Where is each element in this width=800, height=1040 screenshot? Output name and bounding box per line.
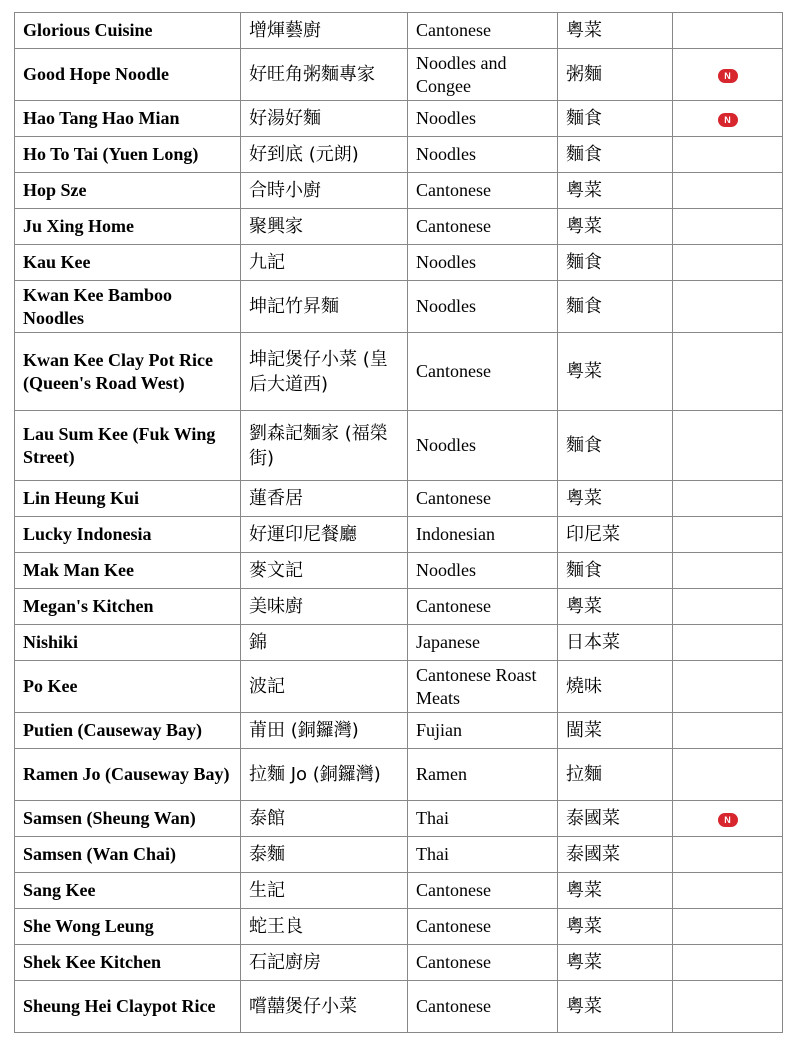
cuisine-chinese: 麵食 [558, 101, 673, 137]
badge-cell [673, 49, 783, 101]
badge-cell [673, 209, 783, 245]
badge-cell [673, 553, 783, 589]
badge-cell [673, 625, 783, 661]
restaurant-name: Mak Man Kee [15, 553, 241, 589]
chinese-name: 增煇藝廚 [241, 13, 408, 49]
restaurant-name: Nishiki [15, 625, 241, 661]
chinese-name: 蛇王良 [241, 909, 408, 945]
chinese-name: 拉麵 Jo (銅鑼灣) [241, 749, 408, 801]
table-row [15, 245, 783, 281]
cuisine-chinese: 麵食 [558, 553, 673, 589]
cuisine: Cantonese [408, 981, 558, 1033]
chinese-name: 莆田 (銅鑼灣) [241, 713, 408, 749]
table-row [15, 517, 783, 553]
badge-cell [673, 801, 783, 837]
badge-cell [673, 945, 783, 981]
chinese-name: 嚐囍煲仔小菜 [241, 981, 408, 1033]
badge-cell [673, 245, 783, 281]
chinese-name: 泰館 [241, 801, 408, 837]
table-row [15, 873, 783, 909]
table-row [15, 173, 783, 209]
cuisine: Cantonese Roast Meats [408, 661, 558, 713]
badge-cell [673, 173, 783, 209]
new-badge-icon: N [718, 813, 738, 827]
table-row [15, 49, 783, 101]
table-row [15, 209, 783, 245]
cuisine-chinese: 泰國菜 [558, 801, 673, 837]
badge-cell [673, 137, 783, 173]
cuisine-chinese: 粵菜 [558, 589, 673, 625]
restaurant-name: Kwan Kee Bamboo Noodles [15, 281, 241, 333]
cuisine: Noodles [408, 281, 558, 333]
chinese-name: 石記廚房 [241, 945, 408, 981]
cuisine: Fujian [408, 713, 558, 749]
table-row [15, 333, 783, 411]
cuisine-chinese: 粵菜 [558, 481, 673, 517]
table-row [15, 281, 783, 333]
cuisine-chinese: 粥麵 [558, 49, 673, 101]
cuisine: Cantonese [408, 909, 558, 945]
chinese-name: 坤記煲仔小菜 (皇后大道西) [241, 333, 408, 411]
cuisine: Noodles [408, 411, 558, 481]
cuisine-chinese: 粵菜 [558, 13, 673, 49]
restaurant-name: Po Kee [15, 661, 241, 713]
restaurant-name: Ho To Tai (Yuen Long) [15, 137, 241, 173]
restaurant-name: Glorious Cuisine [15, 13, 241, 49]
badge-cell [673, 101, 783, 137]
table-row [15, 909, 783, 945]
cuisine: Cantonese [408, 481, 558, 517]
badge-cell [673, 333, 783, 411]
cuisine-chinese: 麵食 [558, 137, 673, 173]
cuisine: Noodles [408, 101, 558, 137]
cuisine: Cantonese [408, 589, 558, 625]
badge-cell [673, 909, 783, 945]
cuisine: Thai [408, 837, 558, 873]
badge-cell [673, 749, 783, 801]
cuisine-chinese: 粵菜 [558, 173, 673, 209]
chinese-name: 波記 [241, 661, 408, 713]
restaurant-name: Lin Heung Kui [15, 481, 241, 517]
cuisine-chinese: 燒味 [558, 661, 673, 713]
cuisine-chinese: 印尼菜 [558, 517, 673, 553]
chinese-name: 聚興家 [241, 209, 408, 245]
restaurant-table-body [15, 13, 783, 1033]
chinese-name: 美味廚 [241, 589, 408, 625]
cuisine-chinese: 日本菜 [558, 625, 673, 661]
table-row [15, 837, 783, 873]
cuisine: Noodles [408, 553, 558, 589]
cuisine-chinese: 粵菜 [558, 333, 673, 411]
table-row [15, 749, 783, 801]
restaurant-name: Kwan Kee Clay Pot Rice (Queen's Road West) [15, 333, 241, 411]
restaurant-name: Hop Sze [15, 173, 241, 209]
cuisine: Cantonese [408, 173, 558, 209]
cuisine-chinese: 麵食 [558, 411, 673, 481]
restaurant-name: Samsen (Sheung Wan) [15, 801, 241, 837]
table-row [15, 801, 783, 837]
restaurant-name: She Wong Leung [15, 909, 241, 945]
table-row [15, 661, 783, 713]
table-row [15, 101, 783, 137]
cuisine: Japanese [408, 625, 558, 661]
cuisine: Cantonese [408, 945, 558, 981]
cuisine-chinese: 麵食 [558, 245, 673, 281]
badge-cell [673, 981, 783, 1033]
cuisine-chinese: 粵菜 [558, 209, 673, 245]
restaurant-name: Samsen (Wan Chai) [15, 837, 241, 873]
table-row [15, 13, 783, 49]
badge-cell [673, 411, 783, 481]
restaurant-name: Hao Tang Hao Mian [15, 101, 241, 137]
table-row [15, 589, 783, 625]
badge-cell [673, 13, 783, 49]
restaurant-name: Shek Kee Kitchen [15, 945, 241, 981]
cuisine: Noodles [408, 137, 558, 173]
chinese-name: 好運印尼餐廳 [241, 517, 408, 553]
table-row [15, 713, 783, 749]
cuisine: Thai [408, 801, 558, 837]
table-row [15, 981, 783, 1033]
badge-cell [673, 661, 783, 713]
chinese-name: 好旺角粥麵專家 [241, 49, 408, 101]
cuisine: Cantonese [408, 209, 558, 245]
cuisine: Cantonese [408, 333, 558, 411]
cuisine: Noodles [408, 245, 558, 281]
table-row [15, 945, 783, 981]
restaurant-name: Good Hope Noodle [15, 49, 241, 101]
cuisine: Cantonese [408, 13, 558, 49]
chinese-name: 錦 [241, 625, 408, 661]
chinese-name: 劉森記麵家 (福榮街) [241, 411, 408, 481]
table-row [15, 481, 783, 517]
badge-cell [673, 481, 783, 517]
cuisine-chinese: 閩菜 [558, 713, 673, 749]
chinese-name: 麥文記 [241, 553, 408, 589]
chinese-name: 合時小廚 [241, 173, 408, 209]
badge-cell [673, 873, 783, 909]
chinese-name: 泰麵 [241, 837, 408, 873]
cuisine-chinese: 粵菜 [558, 981, 673, 1033]
table-row [15, 411, 783, 481]
table-row [15, 553, 783, 589]
table-row [15, 625, 783, 661]
cuisine: Noodles and Congee [408, 49, 558, 101]
chinese-name: 好到底 (元朗) [241, 137, 408, 173]
badge-cell [673, 713, 783, 749]
new-badge-icon: N [718, 69, 738, 83]
badge-cell [673, 589, 783, 625]
cuisine-chinese: 粵菜 [558, 873, 673, 909]
chinese-name: 坤記竹昇麵 [241, 281, 408, 333]
badge-cell [673, 281, 783, 333]
restaurant-name: Lau Sum Kee (Fuk Wing Street) [15, 411, 241, 481]
chinese-name: 九記 [241, 245, 408, 281]
restaurant-table [14, 12, 783, 1033]
restaurant-name: Megan's Kitchen [15, 589, 241, 625]
restaurant-name: Lucky Indonesia [15, 517, 241, 553]
cuisine-chinese: 拉麵 [558, 749, 673, 801]
restaurant-name: Ju Xing Home [15, 209, 241, 245]
cuisine-chinese: 泰國菜 [558, 837, 673, 873]
restaurant-name: Ramen Jo (Causeway Bay) [15, 749, 241, 801]
chinese-name: 蓮香居 [241, 481, 408, 517]
chinese-name: 生記 [241, 873, 408, 909]
badge-cell [673, 837, 783, 873]
cuisine-chinese: 粵菜 [558, 909, 673, 945]
table-row [15, 137, 783, 173]
chinese-name: 好湯好麵 [241, 101, 408, 137]
cuisine: Cantonese [408, 873, 558, 909]
cuisine-chinese: 麵食 [558, 281, 673, 333]
cuisine-chinese: 粵菜 [558, 945, 673, 981]
new-badge-icon: N [718, 113, 738, 127]
restaurant-name: Sang Kee [15, 873, 241, 909]
cuisine: Indonesian [408, 517, 558, 553]
restaurant-name: Kau Kee [15, 245, 241, 281]
restaurant-name: Sheung Hei Claypot Rice [15, 981, 241, 1033]
badge-cell [673, 517, 783, 553]
cuisine: Ramen [408, 749, 558, 801]
restaurant-name: Putien (Causeway Bay) [15, 713, 241, 749]
